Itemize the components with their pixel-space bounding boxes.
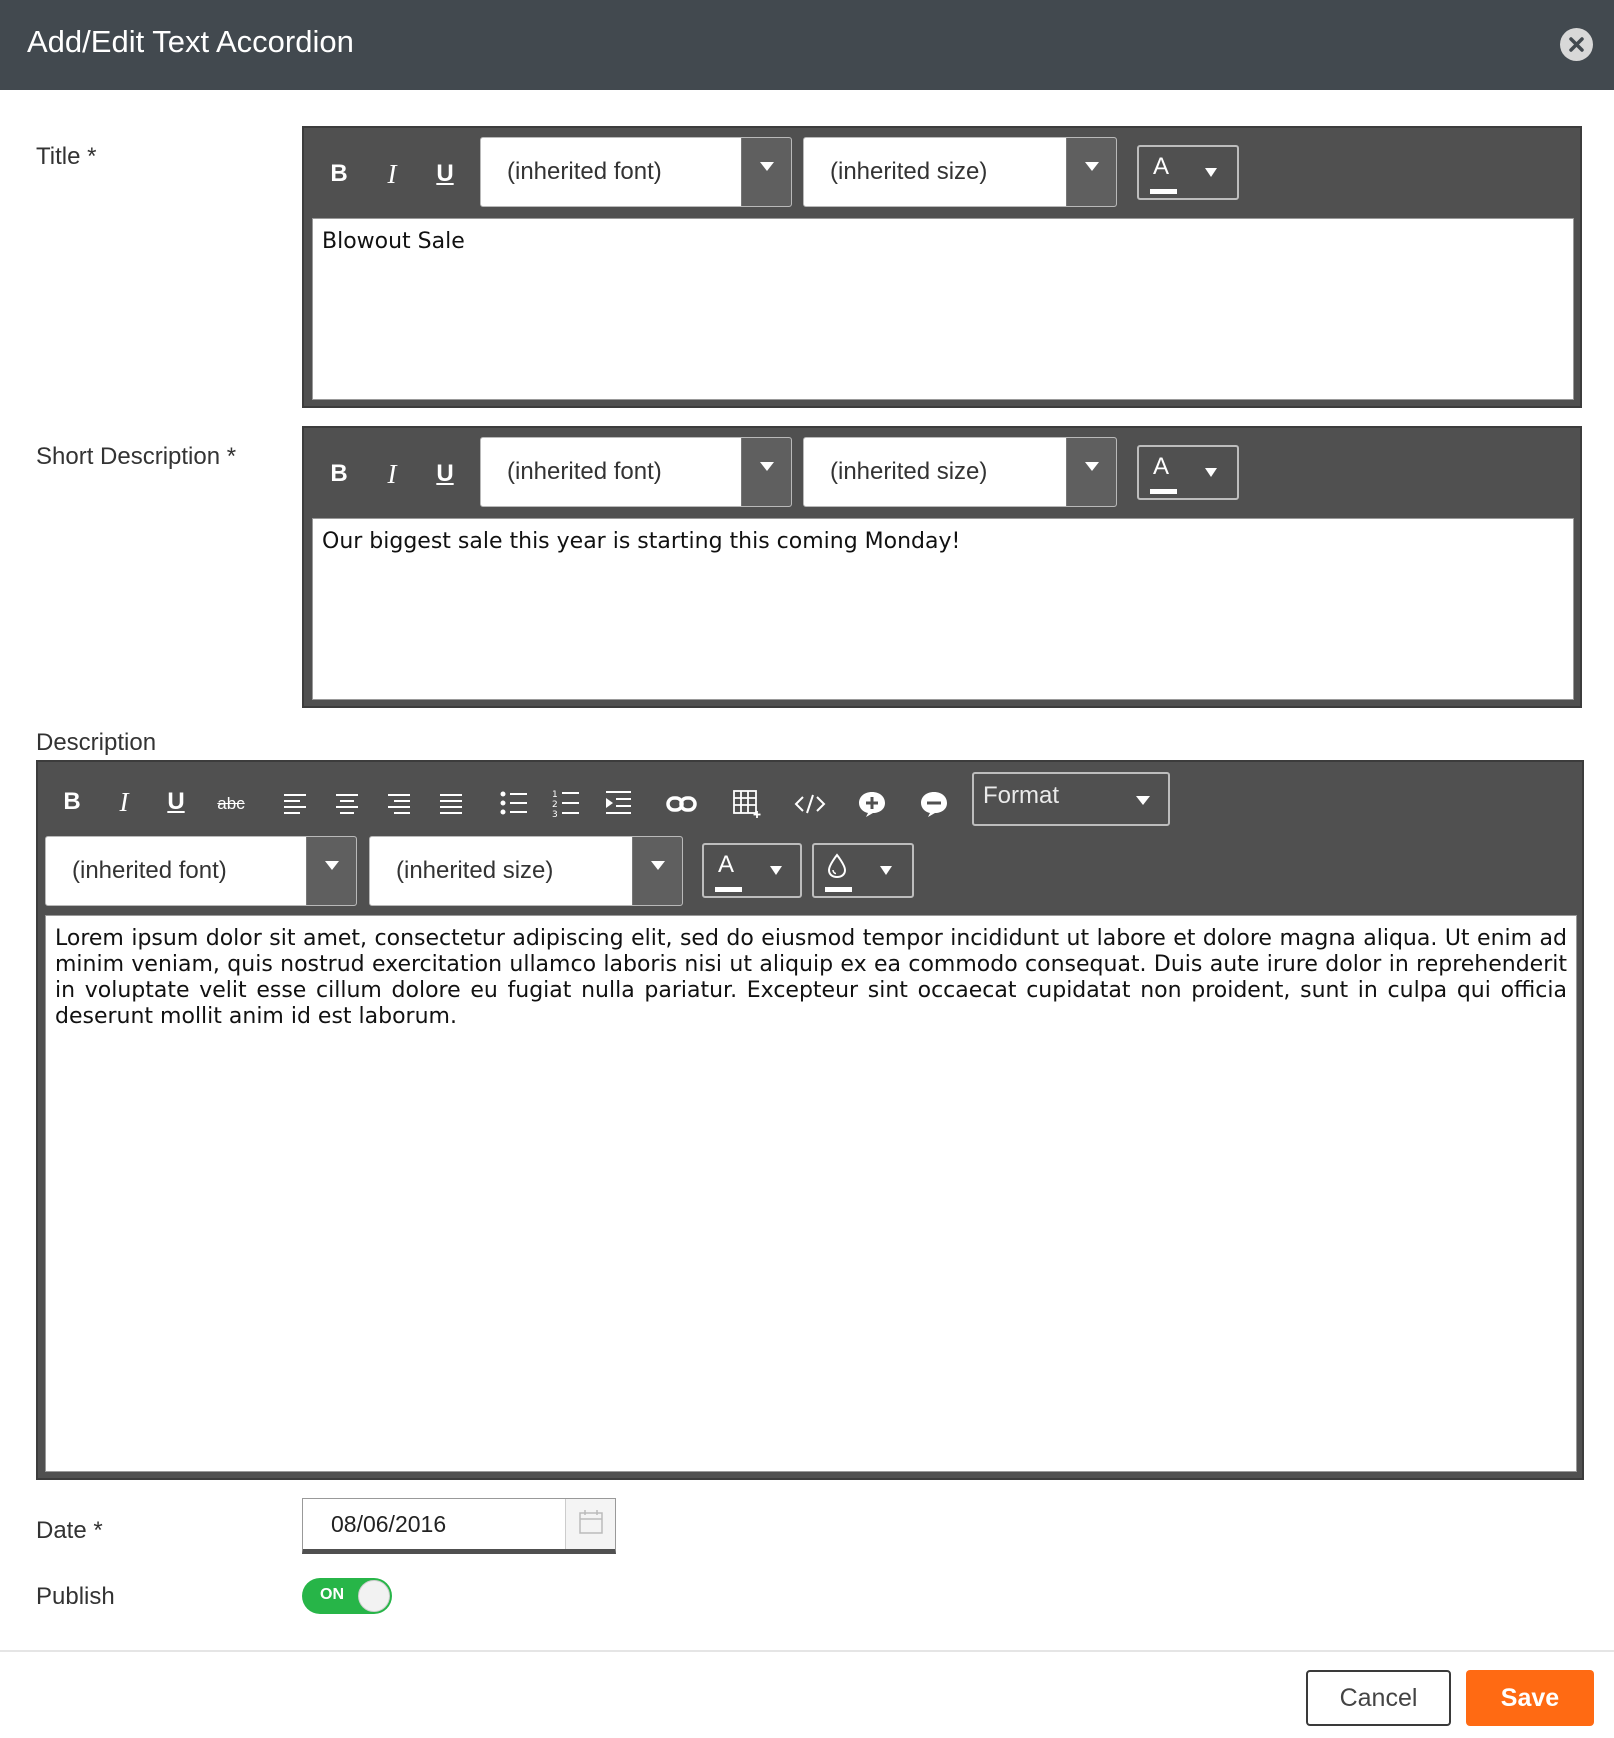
bold-button[interactable]: B [330, 460, 348, 487]
short-description-label: Short Description * [36, 443, 237, 470]
align-right-icon[interactable] [386, 792, 412, 816]
text-color-button[interactable] [702, 843, 802, 898]
color-swatch-bar [1150, 489, 1177, 494]
strikethrough-button[interactable]: abc [217, 794, 245, 813]
date-input[interactable] [303, 1499, 565, 1549]
font-size-value: (inherited size) [830, 158, 988, 185]
text-color-icon: A [1153, 153, 1170, 180]
toggle-state-label: ON [320, 1586, 344, 1603]
underline-button[interactable]: U [436, 160, 454, 187]
footer-divider [0, 1650, 1614, 1652]
background-color-button[interactable] [812, 843, 914, 898]
date-label: Date * [36, 1517, 103, 1544]
publish-toggle[interactable] [302, 1578, 392, 1614]
description-label: Description [36, 729, 157, 756]
chevron-down-icon [1066, 438, 1116, 506]
underline-button[interactable]: U [436, 460, 454, 487]
color-swatch-bar [825, 887, 852, 892]
caret-down-icon [880, 866, 892, 875]
date-picker [302, 1498, 616, 1554]
table-icon[interactable] [732, 789, 762, 819]
svg-text:3: 3 [552, 810, 558, 818]
color-swatch-bar [715, 887, 742, 892]
svg-text:2: 2 [552, 800, 558, 810]
bold-button[interactable]: B [63, 788, 81, 815]
title-editor [302, 126, 1582, 408]
comment-icon[interactable] [918, 789, 950, 819]
text-color-button[interactable] [1137, 145, 1239, 200]
numbered-list-icon[interactable] [552, 788, 580, 818]
bullet-list-icon[interactable] [500, 790, 528, 816]
short-description-textarea[interactable]: Our biggest sale this year is starting this coming Monday! [312, 518, 1574, 700]
caret-down-icon [1205, 168, 1217, 177]
chevron-down-icon [741, 438, 791, 506]
underline-button[interactable]: U [167, 788, 185, 815]
italic-button[interactable]: I [387, 159, 397, 189]
italic-button[interactable]: I [119, 787, 129, 817]
caret-down-icon [1205, 468, 1217, 477]
chevron-down-icon [741, 138, 791, 206]
add-comment-icon[interactable] [856, 789, 888, 819]
toggle-knob [358, 1580, 390, 1612]
cancel-button[interactable]: Cancel [1306, 1670, 1451, 1726]
caret-down-icon [770, 866, 782, 875]
align-justify-icon[interactable] [438, 792, 464, 816]
font-family-select[interactable] [45, 836, 357, 906]
font-size-select[interactable] [803, 437, 1117, 507]
dialog-header [0, 0, 1614, 90]
publish-label: Publish [36, 1583, 115, 1610]
caret-down-icon [1136, 796, 1150, 805]
indent-icon[interactable] [604, 790, 632, 816]
code-icon[interactable] [794, 792, 826, 816]
chevron-down-icon [632, 837, 682, 905]
title-label: Title * [36, 143, 97, 170]
save-button[interactable]: Save [1466, 1670, 1594, 1726]
font-size-value: (inherited size) [396, 857, 554, 884]
droplet-icon [826, 853, 848, 879]
font-size-value: (inherited size) [830, 458, 988, 485]
chevron-down-icon [306, 837, 356, 905]
format-select-label: Format [983, 782, 1060, 809]
dialog-title: Add/Edit Text Accordion [27, 24, 354, 59]
description-textarea[interactable]: Lorem ipsum dolor sit amet, consectetur adipiscing elit, sed do eiusmod tempor incididunt ut labore et dolore magna aliqua. Ut enim ad minim veniam, quis nostrud exercitation ullamco laboris nisi ut aliquip ex ea commodo consequat. Duis aute irure dolor in reprehenderit in voluptate velit esse cillum dolore eu fugiat nulla pariatur. Excepteur sint occaecat cupidatat non proident, sunt in culpa qui officia deserunt mollit anim id est laborum. [45, 915, 1577, 1472]
font-family-select[interactable] [480, 137, 792, 207]
close-icon[interactable] [1560, 28, 1593, 61]
format-select[interactable] [972, 772, 1170, 826]
bold-button[interactable]: B [330, 160, 348, 187]
title-textarea[interactable]: Blowout Sale [312, 218, 1574, 400]
short-description-editor [302, 426, 1582, 708]
calendar-icon[interactable] [565, 1499, 615, 1549]
link-icon[interactable] [666, 794, 698, 814]
description-editor [36, 760, 1584, 1480]
font-size-select[interactable] [803, 137, 1117, 207]
chevron-down-icon [1066, 138, 1116, 206]
font-family-select[interactable] [480, 437, 792, 507]
font-family-value: (inherited font) [507, 158, 662, 185]
text-color-icon: A [1153, 453, 1170, 480]
text-color-icon: A [718, 851, 735, 878]
align-center-icon[interactable] [334, 792, 360, 816]
font-family-value: (inherited font) [72, 857, 227, 884]
font-family-value: (inherited font) [507, 458, 662, 485]
font-size-select[interactable] [369, 836, 683, 906]
text-color-button[interactable] [1137, 445, 1239, 500]
svg-text:1: 1 [552, 790, 558, 800]
italic-button[interactable]: I [387, 459, 397, 489]
align-left-icon[interactable] [282, 792, 308, 816]
color-swatch-bar [1150, 189, 1177, 194]
